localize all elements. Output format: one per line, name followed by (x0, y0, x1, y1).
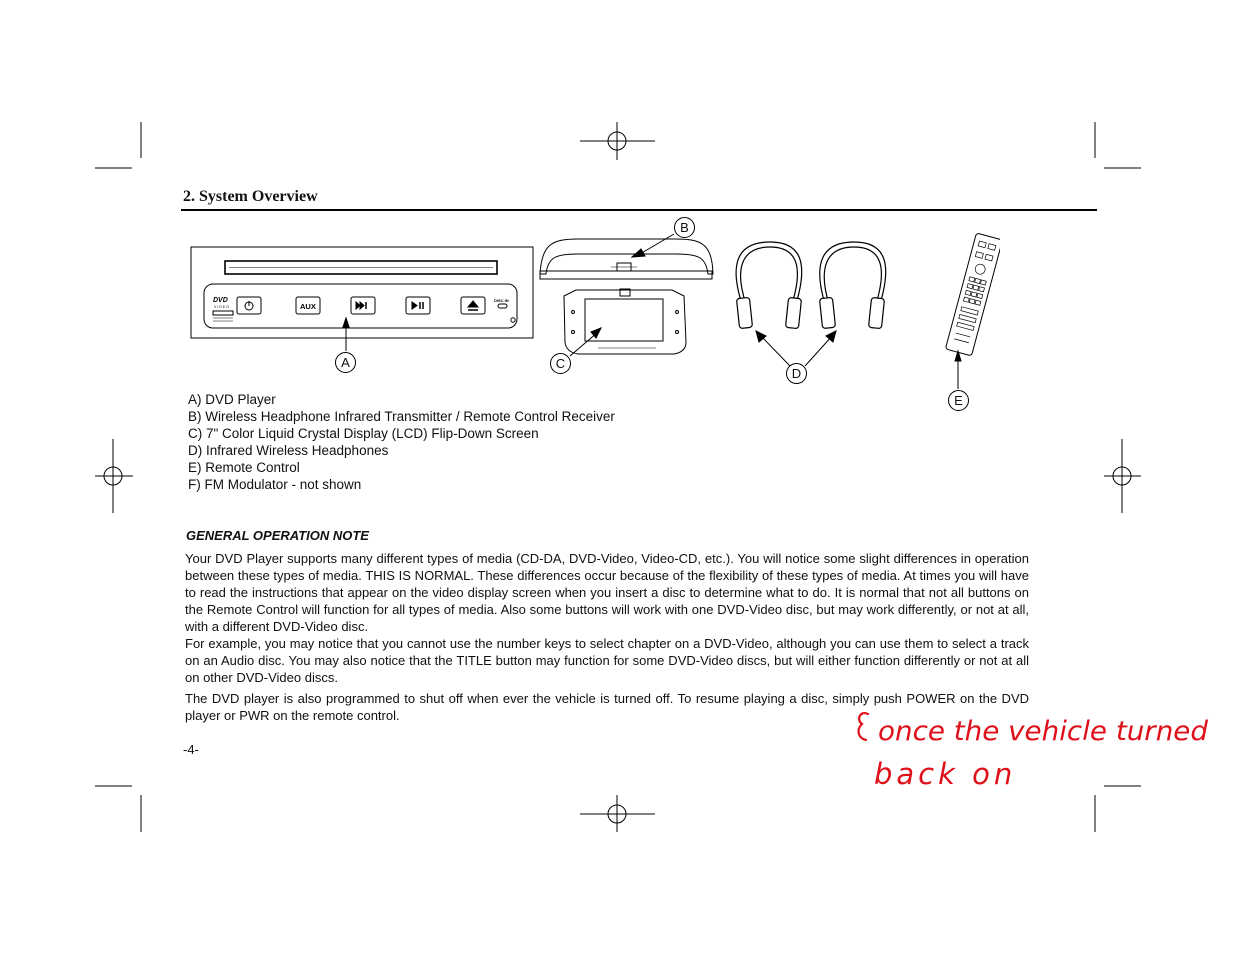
handwritten-line-2: back on (874, 757, 1017, 791)
handwritten-line-1: once the vehicle turned (878, 716, 1209, 747)
handwritten-bracket (859, 713, 868, 740)
legend-item: F) FM Modulator - not shown (188, 477, 362, 492)
legend-item: B) Wireless Headphone Infrared Transmitter / Remote Control Receiver (188, 409, 615, 424)
handwritten-annotation (840, 700, 1220, 800)
dvd-logo-text: DVD (213, 297, 228, 304)
dvd-logo-sub: VIDEO (214, 305, 230, 309)
headphones-drawing (736, 242, 886, 366)
paragraph: The DVD player is also programmed to shut off when ever the vehicle is turned off. To resume playing a disc, simply push POWER on the DVD player or PWR on the remote control. (185, 691, 1029, 723)
callout-e: E (948, 390, 969, 411)
paragraph: For example, you may notice that you cannot use the number keys to select chapter on a DVD-Video, although you can use them to select a track on an Audio disc. You may also notice that the TITLE button may function for some DVD-Video discs, but will either function differently or not at all on other DVD-Video discs. (185, 636, 1029, 685)
callout-b: B (674, 217, 695, 238)
operation-note-body (185, 550, 1029, 724)
section-title: 2. System Overview (183, 188, 318, 205)
dvd-player-drawing (191, 247, 533, 351)
legend-item: C) 7" Color Liquid Crystal Display (LCD) Flip-Down Screen (188, 426, 539, 441)
page-number: -4- (183, 742, 199, 757)
aux-button-label: AUX (300, 302, 316, 311)
legend-item: D) Infrared Wireless Headphones (188, 443, 389, 458)
callout-d: D (786, 363, 807, 384)
disc-in-label: DISC IN (494, 298, 509, 303)
callout-a: A (335, 352, 356, 373)
legend-item: A) DVD Player (188, 392, 276, 407)
flip-down-screen-drawing (540, 234, 713, 356)
note-heading: GENERAL OPERATION NOTE (186, 528, 369, 543)
legend-item: E) Remote Control (188, 460, 300, 475)
component-legend (188, 391, 615, 493)
remote-control-drawing (945, 233, 1000, 356)
paragraph: Your DVD Player supports many different types of media (CD-DA, DVD-Video, Video-CD, etc.). You will notice some slight differences in operation between these types of media. THIS IS NORMAL. These differences occur because of the flexibility of these types of media. At times you will have to read the instructions that appear on the video display screen when you insert a disc to determine what to do. It is normal that not all buttons on the Remote Control will function for all types of media. Also some buttons will work with one DVD-Video disc, but may work differently, or not at all, with a different DVD-Video disc. (185, 551, 1029, 634)
title-rule (181, 209, 1097, 211)
system-illustration (180, 214, 1000, 414)
callout-c: C (550, 353, 571, 374)
